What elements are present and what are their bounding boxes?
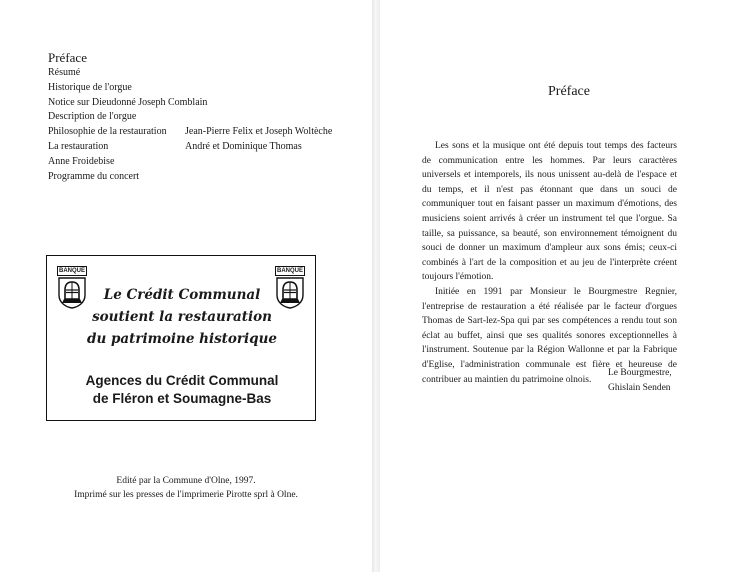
preface-body [422, 139, 677, 387]
bank-logo-right [275, 266, 305, 309]
slogan-line: du patrimoine historique [87, 331, 278, 347]
knight-helmet-icon [275, 277, 305, 309]
toc-item-title: Anne Froidebise [48, 155, 115, 167]
toc-item [48, 155, 348, 170]
colophon-publisher: Edité par la Commune d'Olne, 1997. [116, 476, 256, 486]
toc-item-title: Programme du concert [48, 170, 140, 182]
ad-agency-name [47, 372, 317, 408]
colophon [0, 474, 372, 502]
page-title: Préface [548, 84, 590, 99]
colophon-printer: Imprimé sur les presses de l'imprimerie Pirotte sprl à Olne. [74, 490, 298, 500]
signature-role: Le Bourgmestre, [608, 368, 672, 378]
toc-heading: Préface [48, 50, 87, 65]
toc-item-author: Jean-Pierre Felix et Joseph Woltèche [185, 126, 333, 138]
toc-item-title: Notice sur Dieudonné Joseph Comblain [48, 96, 208, 108]
signature-block [608, 366, 672, 395]
book-gutter [372, 0, 380, 572]
toc-item-title: Description de l'orgue [48, 111, 137, 123]
toc-item-title: Philosophie de la restauration [48, 126, 167, 138]
bank-logo-label: BANQUE [276, 268, 303, 274]
right-page [380, 0, 750, 572]
toc-item-title: La restauration [48, 140, 109, 152]
toc-item [48, 125, 348, 140]
toc-item-author: André et Dominique Thomas [185, 140, 302, 152]
ad-slogan [87, 284, 277, 350]
bank-logo-label: BANQUE [58, 268, 85, 274]
agency-line: Agences du Crédit Communal [85, 373, 279, 388]
bank-advertisement [46, 255, 316, 421]
agency-line: de Fléron et Soumagne-Bas [92, 391, 272, 406]
toc-item [48, 81, 348, 96]
toc-item [48, 96, 348, 111]
toc-item [48, 170, 348, 185]
toc-item [48, 140, 348, 155]
toc-item-title: Résumé [48, 67, 81, 78]
toc-item [48, 110, 348, 125]
slogan-line: Le Crédit Communal [103, 287, 261, 303]
knight-helmet-icon [57, 277, 87, 309]
signature-name: Ghislain Senden [608, 382, 671, 393]
preface-paragraph: Initiée en 1991 par Monsieur le Bourgmestre Regnier, l'entreprise de restauration a été réalisée par le facteur d'orgues Thomas de Sart-lez-Spa qui par ses compétences a rendu tout son éclat au buffet, ainsi que ses qualités sonores exceptionnelles à l'instrument. Soutenue par la Région Wallonne et par la Fabrique d'Eglise, l'administration communale est fière et heureuse de contribuer au maintien du patrimoine olnois. [422, 286, 677, 385]
left-page [0, 0, 372, 572]
table-of-contents [48, 66, 348, 184]
preface-paragraph: Les sons et la musique ont été depuis tout temps des facteurs de communication entre les hommes. Par leurs caractères universels et intemporels, ils nous unissent au-delà de l'espace et du temps, et il n'est pas étonnant que dans un souci de communiquer tout en faisant passer un maximum d'émotions, des musiciens soient arrivés à créer un instrument tel que l'orgue. Sa taille, sa puissance, sa beauté, son environnement témoignent du souci de donner un maximum d'ampleur aux sons émis; ceux-ci combinés à l'art de la composition et au jeu de l'interprète créent toujours l'émotion. [422, 141, 677, 283]
bank-logo-left [57, 266, 87, 309]
toc-item-title: Historique de l'orgue [48, 81, 132, 93]
slogan-line: soutient la restauration [92, 309, 272, 325]
toc-item [48, 66, 348, 81]
